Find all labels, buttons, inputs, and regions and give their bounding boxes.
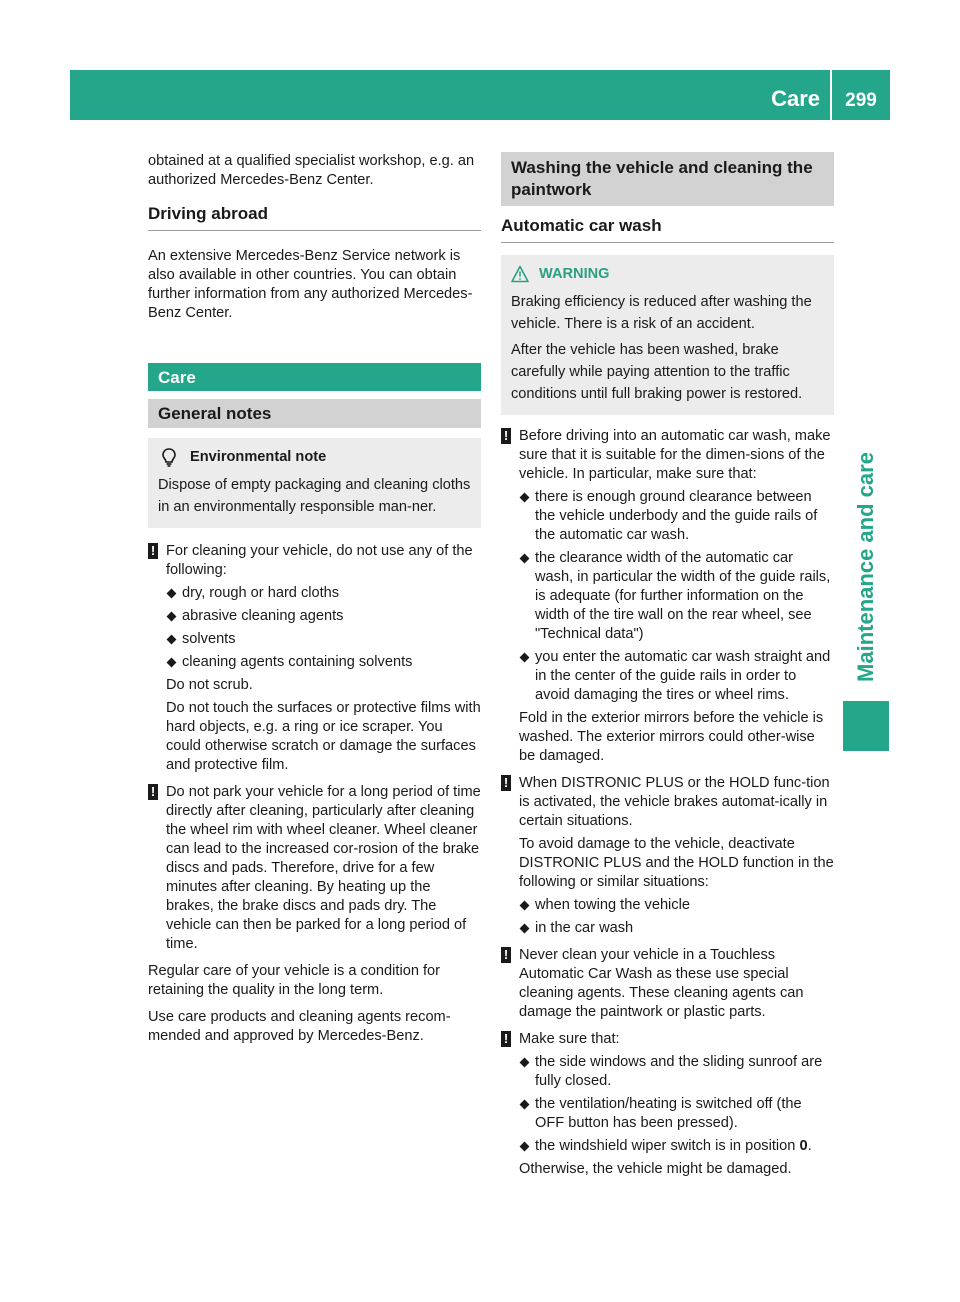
- side-tab-marker: [843, 701, 889, 751]
- list-item: dry, rough or hard cloths: [166, 584, 481, 603]
- header-title: Care: [771, 86, 820, 111]
- environmental-note-heading: Environmental note: [190, 449, 327, 465]
- list-item: the clearance width of the automatic car wash, in particular the width of the guide rails, is adequate (for further information on the width of the tire wall on the rear wheel, see "Technical data"): [519, 549, 834, 644]
- car-wash-check-list: [519, 488, 834, 705]
- warning-heading: WARNING: [539, 266, 610, 282]
- driving-abroad-heading: Driving abroad: [148, 204, 481, 231]
- list-item: solvents: [166, 630, 481, 649]
- warning-text-1: Braking efficiency is reduced after washing the vehicle. There is a risk of an accident.: [511, 294, 812, 332]
- parking-notice: [148, 783, 481, 954]
- washing-section-heading: Washing the vehicle and cleaning the paintwork: [501, 152, 834, 206]
- wiper-end: .: [807, 1138, 812, 1154]
- care-products-text: Use care products and cleaning agents recom-mended and approved by Mercedes-Benz.: [148, 1009, 451, 1044]
- page-number: 299: [845, 90, 877, 111]
- before-car-wash-notice: [501, 427, 834, 766]
- list-item: the ventilation/heating is switched off (the OFF button has been pressed).: [519, 1095, 834, 1133]
- distronic-notice: [501, 774, 834, 938]
- environmental-note: [148, 438, 481, 528]
- distronic-text: When DISTRONIC PLUS or the HOLD func-tion is activated, the vehicle brakes automat-ically in certain situations.: [519, 775, 830, 829]
- mirrors-text: Fold in the exterior mirrors before the vehicle is washed. The exterior mirrors could other-wise be damaged.: [519, 710, 824, 764]
- lightbulb-icon: [158, 446, 180, 468]
- exclamation-icon: !: [501, 428, 511, 444]
- list-item: there is enough ground clearance between the vehicle underbody and the guide rails of the automatic car wash.: [519, 488, 834, 545]
- list-item: in the car wash: [519, 919, 834, 938]
- exclamation-icon: !: [148, 784, 158, 800]
- cleaning-notice-after: Do not touch the surfaces or protective films with hard objects, e.g. a ring or ice scraper. You could otherwise scratch or damage the surfaces and protective film.: [166, 700, 481, 773]
- environmental-note-title: [158, 446, 471, 468]
- wiper-position: 0: [799, 1138, 808, 1154]
- car-wash-heading: Automatic car wash: [501, 216, 834, 243]
- general-notes-heading: General notes: [148, 399, 481, 428]
- care-section-heading: Care: [148, 363, 481, 391]
- environmental-note-text: Dispose of empty packaging and cleaning cloths in an environmentally responsible man-ner.: [158, 477, 471, 515]
- exclamation-icon: !: [501, 775, 511, 791]
- intro-text: obtained at a qualified specialist workshop, e.g. an authorized Mercedes-Benz Center.: [148, 153, 475, 188]
- header-separator: [830, 70, 832, 120]
- regular-care-text: Regular care of your vehicle is a condition for retaining the quality in the long term.: [148, 963, 441, 998]
- warning-title: [511, 263, 824, 285]
- warning-text-2: After the vehicle has been washed, brake carefully while paying attention to the traffic conditions until full braking power is restored.: [511, 342, 803, 402]
- warning-triangle-icon: [511, 265, 529, 283]
- exclamation-icon: !: [501, 1031, 511, 1047]
- make-sure-after-text: Otherwise, the vehicle might be damaged.: [519, 1161, 792, 1177]
- cleaning-notice-text: For cleaning your vehicle, do not use any of the following:: [166, 543, 473, 578]
- list-item: [519, 1137, 834, 1156]
- cleaning-notice: [148, 542, 481, 775]
- make-sure-text: Make sure that:: [519, 1031, 620, 1047]
- wiper-text: the windshield wiper switch is in position: [535, 1138, 796, 1154]
- distronic-situation-list: [519, 896, 834, 938]
- list-item: abrasive cleaning agents: [166, 607, 481, 626]
- page-header: [70, 70, 890, 120]
- side-tab-label: [843, 447, 889, 687]
- touchless-notice: [501, 946, 834, 1022]
- list-item: you enter the automatic car wash straight and in the center of the guide rails in order to avoid damaging the tires or wheel rims.: [519, 648, 834, 705]
- list-item: when towing the vehicle: [519, 896, 834, 915]
- exclamation-icon: !: [501, 947, 511, 963]
- cleaning-notice-after: Do not scrub.: [166, 677, 253, 693]
- right-column: [501, 152, 834, 1187]
- before-car-wash-text: Before driving into an automatic car wash, make sure that it is suitable for the dimen-sions of the vehicle. In particular, make sure that:: [519, 428, 831, 482]
- warning-box: [501, 255, 834, 415]
- driving-abroad-text: An extensive Mercedes-Benz Service network is also available in other countries. You can obtain further information from any authorized Mercedes-Benz Center.: [148, 248, 473, 321]
- make-sure-list: [519, 1053, 834, 1156]
- cleaning-avoid-list: [166, 584, 481, 672]
- list-item: cleaning agents containing solvents: [166, 653, 481, 672]
- side-tab-text: Maintenance and care: [853, 452, 878, 682]
- left-column: [148, 152, 481, 1054]
- exclamation-icon: !: [148, 543, 158, 559]
- parking-notice-text: Do not park your vehicle for a long period of time directly after cleaning, particularly after cleaning the wheel rim with wheel cleaner. Wheel cleaner can lead to the increased cor-rosion of the brake discs and pads. Therefore, drive for a few minutes after cleaning. By heating up the brakes, the brake discs and pads dry. The vehicle can then be parked for a long period of time.: [166, 784, 481, 952]
- distronic-after-text: To avoid damage to the vehicle, deactivate DISTRONIC PLUS and the HOLD function in the following or similar situations:: [519, 836, 834, 890]
- make-sure-notice: [501, 1030, 834, 1179]
- list-item: the side windows and the sliding sunroof are fully closed.: [519, 1053, 834, 1091]
- touchless-text: Never clean your vehicle in a Touchless Automatic Car Wash as these use special cleaning agents. These cleaning agents can damage the paintwork or plastic parts.: [519, 947, 804, 1020]
